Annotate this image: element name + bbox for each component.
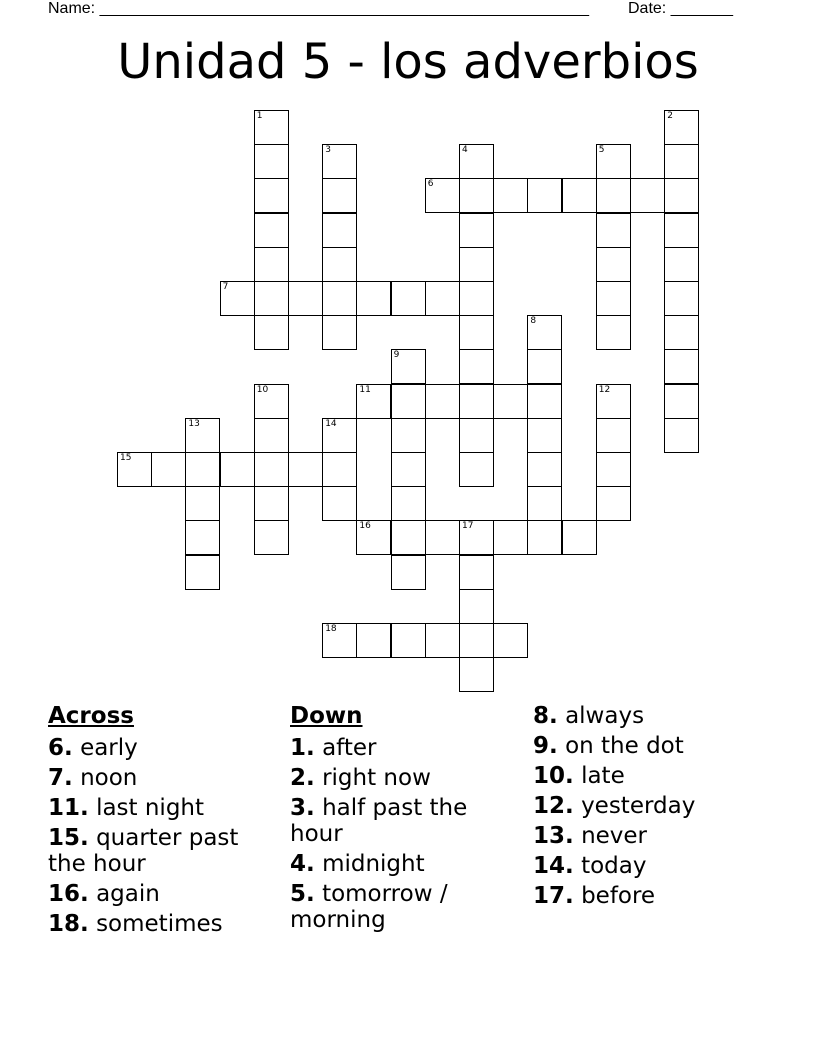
down-clues-continued [533,703,765,913]
clue-item [48,911,280,937]
clue-text: right now [322,765,431,791]
clue-number: 2. [290,765,315,791]
crossword-cell[interactable] [596,486,631,521]
clue-number: 16 [359,521,371,532]
clue-number: 1. [290,735,315,761]
crossword-cell[interactable] [459,657,494,692]
clue-number: 1 [256,111,263,121]
clue-item [290,735,522,761]
crossword-cell[interactable] [220,281,255,316]
date-blank[interactable]: _______ [670,0,733,17]
clue-text: midnight [322,851,425,877]
crossword-cell[interactable] [459,178,494,213]
crossword-cell[interactable] [391,520,426,555]
clue-text: after [322,735,377,761]
crossword-cell[interactable] [254,384,289,419]
clue-number: 13. [533,823,574,849]
clue-number: 4 [462,145,468,156]
clue-item [48,735,280,761]
down-clue-list [290,735,522,933]
crossword-cell[interactable] [527,384,562,419]
crossword-cell[interactable] [254,315,289,350]
clue-text: again [96,881,160,907]
crossword-cell[interactable] [185,452,220,487]
crossword-cell[interactable] [596,213,631,248]
crossword-cell[interactable] [527,486,562,521]
clue-number: 3 [325,145,331,156]
crossword-cell[interactable] [562,520,597,555]
crossword-cell[interactable] [254,110,289,145]
down-clues [290,703,522,937]
clue-item [533,823,765,849]
crossword-cell[interactable] [664,384,699,419]
name-field[interactable] [48,0,589,18]
name-label: Name: [48,0,96,17]
crossword-cell[interactable] [322,144,357,179]
crossword-cell[interactable] [664,178,699,213]
clue-text: late [581,763,625,789]
clue-number: 16. [48,881,89,907]
clue-item [290,881,522,933]
crossword-cell[interactable] [117,452,152,487]
crossword-cell[interactable] [596,315,631,350]
crossword-cell[interactable] [391,349,426,384]
crossword-cell[interactable] [527,349,562,384]
clue-text: yesterday [581,793,696,819]
clue-text: quarter past the hour [48,825,239,877]
crossword-cell[interactable] [493,384,528,419]
crossword-cell[interactable] [664,281,699,316]
across-clue-list [48,735,280,937]
clue-number: 3. [290,795,315,821]
clue-text: always [565,703,645,729]
clue-number: 14 [325,418,337,429]
crossword-cell[interactable] [185,486,220,521]
clue-text: noon [80,765,138,791]
clue-number: 15 [120,453,132,463]
clue-number: 10. [533,763,574,789]
clue-number: 17. [533,883,574,909]
crossword-cell[interactable] [664,247,699,282]
crossword-cell[interactable] [664,349,699,384]
clue-item [48,765,280,791]
crossword-cell[interactable] [425,281,460,316]
crossword-cell[interactable] [459,555,494,590]
clue-item [48,795,280,821]
date-label: Date: [628,0,667,17]
crossword-cell[interactable] [254,247,289,282]
crossword-cell[interactable] [322,418,357,453]
crossword-cell[interactable] [596,281,631,316]
crossword-cell[interactable] [493,623,528,658]
clue-item [290,795,522,847]
clue-text: before [581,883,656,909]
crossword-cell[interactable] [391,281,426,316]
crossword-cell[interactable] [596,418,631,453]
clue-number: 18 [325,624,337,634]
clue-text: on the dot [565,733,684,759]
crossword-cell[interactable] [425,178,460,213]
crossword-cell[interactable] [562,178,597,213]
crossword-cell[interactable] [459,384,494,419]
crossword-cell[interactable] [493,520,528,555]
crossword-cell[interactable] [254,418,289,453]
clue-item [533,733,765,759]
crossword-cell[interactable] [322,281,357,316]
crossword-cell[interactable] [220,452,255,487]
crossword-cell[interactable] [596,247,631,282]
across-clues [48,703,280,941]
clue-item [533,883,765,909]
clue-text: early [80,735,138,761]
crossword-cell[interactable] [322,247,357,282]
clue-number: 13 [188,418,200,429]
clue-text: last night [96,795,205,821]
crossword-cell[interactable] [664,110,699,145]
crossword-cell[interactable] [254,281,289,316]
crossword-cell[interactable] [391,623,426,658]
clue-number: 17 [462,521,474,532]
crossword-cell[interactable] [425,520,460,555]
clue-item [533,763,765,789]
crossword-cell[interactable] [459,213,494,248]
crossword-cell[interactable] [459,281,494,316]
crossword-cell[interactable] [596,452,631,487]
clue-number: 5 [598,145,605,156]
crossword-cell[interactable] [288,452,323,487]
crossword-cell[interactable] [288,281,323,316]
crossword-cell[interactable] [356,384,391,419]
crossword-cell[interactable] [185,520,220,555]
crossword-cell[interactable] [459,520,494,555]
crossword-cell[interactable] [459,349,494,384]
crossword-cell[interactable] [391,418,426,453]
across-heading: Across [48,703,134,729]
crossword-cell[interactable] [459,247,494,282]
crossword-cell[interactable] [356,623,391,658]
crossword-cell[interactable] [151,452,186,487]
crossword-cell[interactable] [322,213,357,248]
clue-number: 12. [533,793,574,819]
crossword-cell[interactable] [527,418,562,453]
crossword-cell[interactable] [391,486,426,521]
crossword-cell[interactable] [664,144,699,179]
crossword-cell[interactable] [391,555,426,590]
crossword-cell[interactable] [596,384,631,419]
clue-text: half past the hour [290,795,468,847]
crossword-cell[interactable] [391,384,426,419]
clue-text: never [581,823,648,849]
clue-number: 8. [533,703,558,729]
crossword-cell[interactable] [254,452,289,487]
clue-text: sometimes [96,911,223,937]
crossword-cell[interactable] [459,452,494,487]
clue-number: 18. [48,911,89,937]
crossword-cell[interactable] [459,315,494,350]
clue-number: 6. [48,735,73,761]
crossword-cell[interactable] [356,520,391,555]
crossword-cell[interactable] [493,178,528,213]
crossword-cell[interactable] [425,384,460,419]
crossword-cell[interactable] [527,315,562,350]
clue-number: 4. [290,851,315,877]
crossword-cell[interactable] [527,520,562,555]
crossword-cell[interactable] [254,178,289,213]
crossword-cell[interactable] [391,452,426,487]
clue-number: 12 [598,384,611,395]
clue-item [533,793,765,819]
crossword-cell[interactable] [322,452,357,487]
down-heading: Down [290,703,363,729]
down-clue-list-continued [533,703,765,909]
crossword-cell[interactable] [425,623,460,658]
clue-text: tomorrow / morning [290,881,448,933]
crossword-cell[interactable] [664,418,699,453]
name-blank[interactable]: _______________________________________________________ [99,0,589,17]
clue-number: 6 [427,179,434,190]
crossword-cell[interactable] [322,623,357,658]
clue-item [290,765,522,791]
header-line [48,0,768,20]
clue-number: 15. [48,825,89,851]
clue-item [533,703,765,729]
clue-number: 2 [667,111,673,121]
clue-number: 11 [359,384,371,395]
crossword-cell[interactable] [527,178,562,213]
crossword-cell[interactable] [322,315,357,350]
clue-number: 7. [48,765,73,791]
crossword-cell[interactable] [459,418,494,453]
clue-text: today [581,853,647,879]
crossword-cell[interactable] [185,418,220,453]
clue-number: 8 [530,316,537,327]
clue-item [290,851,522,877]
crossword-cell[interactable] [254,144,289,179]
clue-number: 5. [290,881,315,907]
crossword-cell[interactable] [459,589,494,624]
clue-item [48,825,280,877]
clue-number: 9. [533,733,558,759]
crossword-cell[interactable] [322,178,357,213]
page-title: Unidad 5 - los adverbios [117,34,699,90]
crossword-cell[interactable] [664,213,699,248]
clue-number: 7 [222,282,229,292]
clue-number: 14. [533,853,574,879]
crossword-cell[interactable] [596,178,631,213]
crossword-cell[interactable] [630,178,665,213]
clue-item [48,881,280,907]
clue-number: 10 [256,384,269,395]
crossword-cell[interactable] [459,623,494,658]
crossword-cell[interactable] [322,486,357,521]
date-field[interactable] [628,0,733,18]
crossword-cell[interactable] [664,315,699,350]
crossword-cell[interactable] [596,144,631,179]
crossword-cell[interactable] [254,213,289,248]
clue-number: 9 [393,350,400,361]
crossword-cell[interactable] [527,452,562,487]
crossword-cell[interactable] [459,144,494,179]
crossword-cell[interactable] [356,281,391,316]
clue-item [533,853,765,879]
clue-number: 11. [48,795,89,821]
crossword-cell[interactable] [254,520,289,555]
crossword-cell[interactable] [185,555,220,590]
crossword-cell[interactable] [254,486,289,521]
